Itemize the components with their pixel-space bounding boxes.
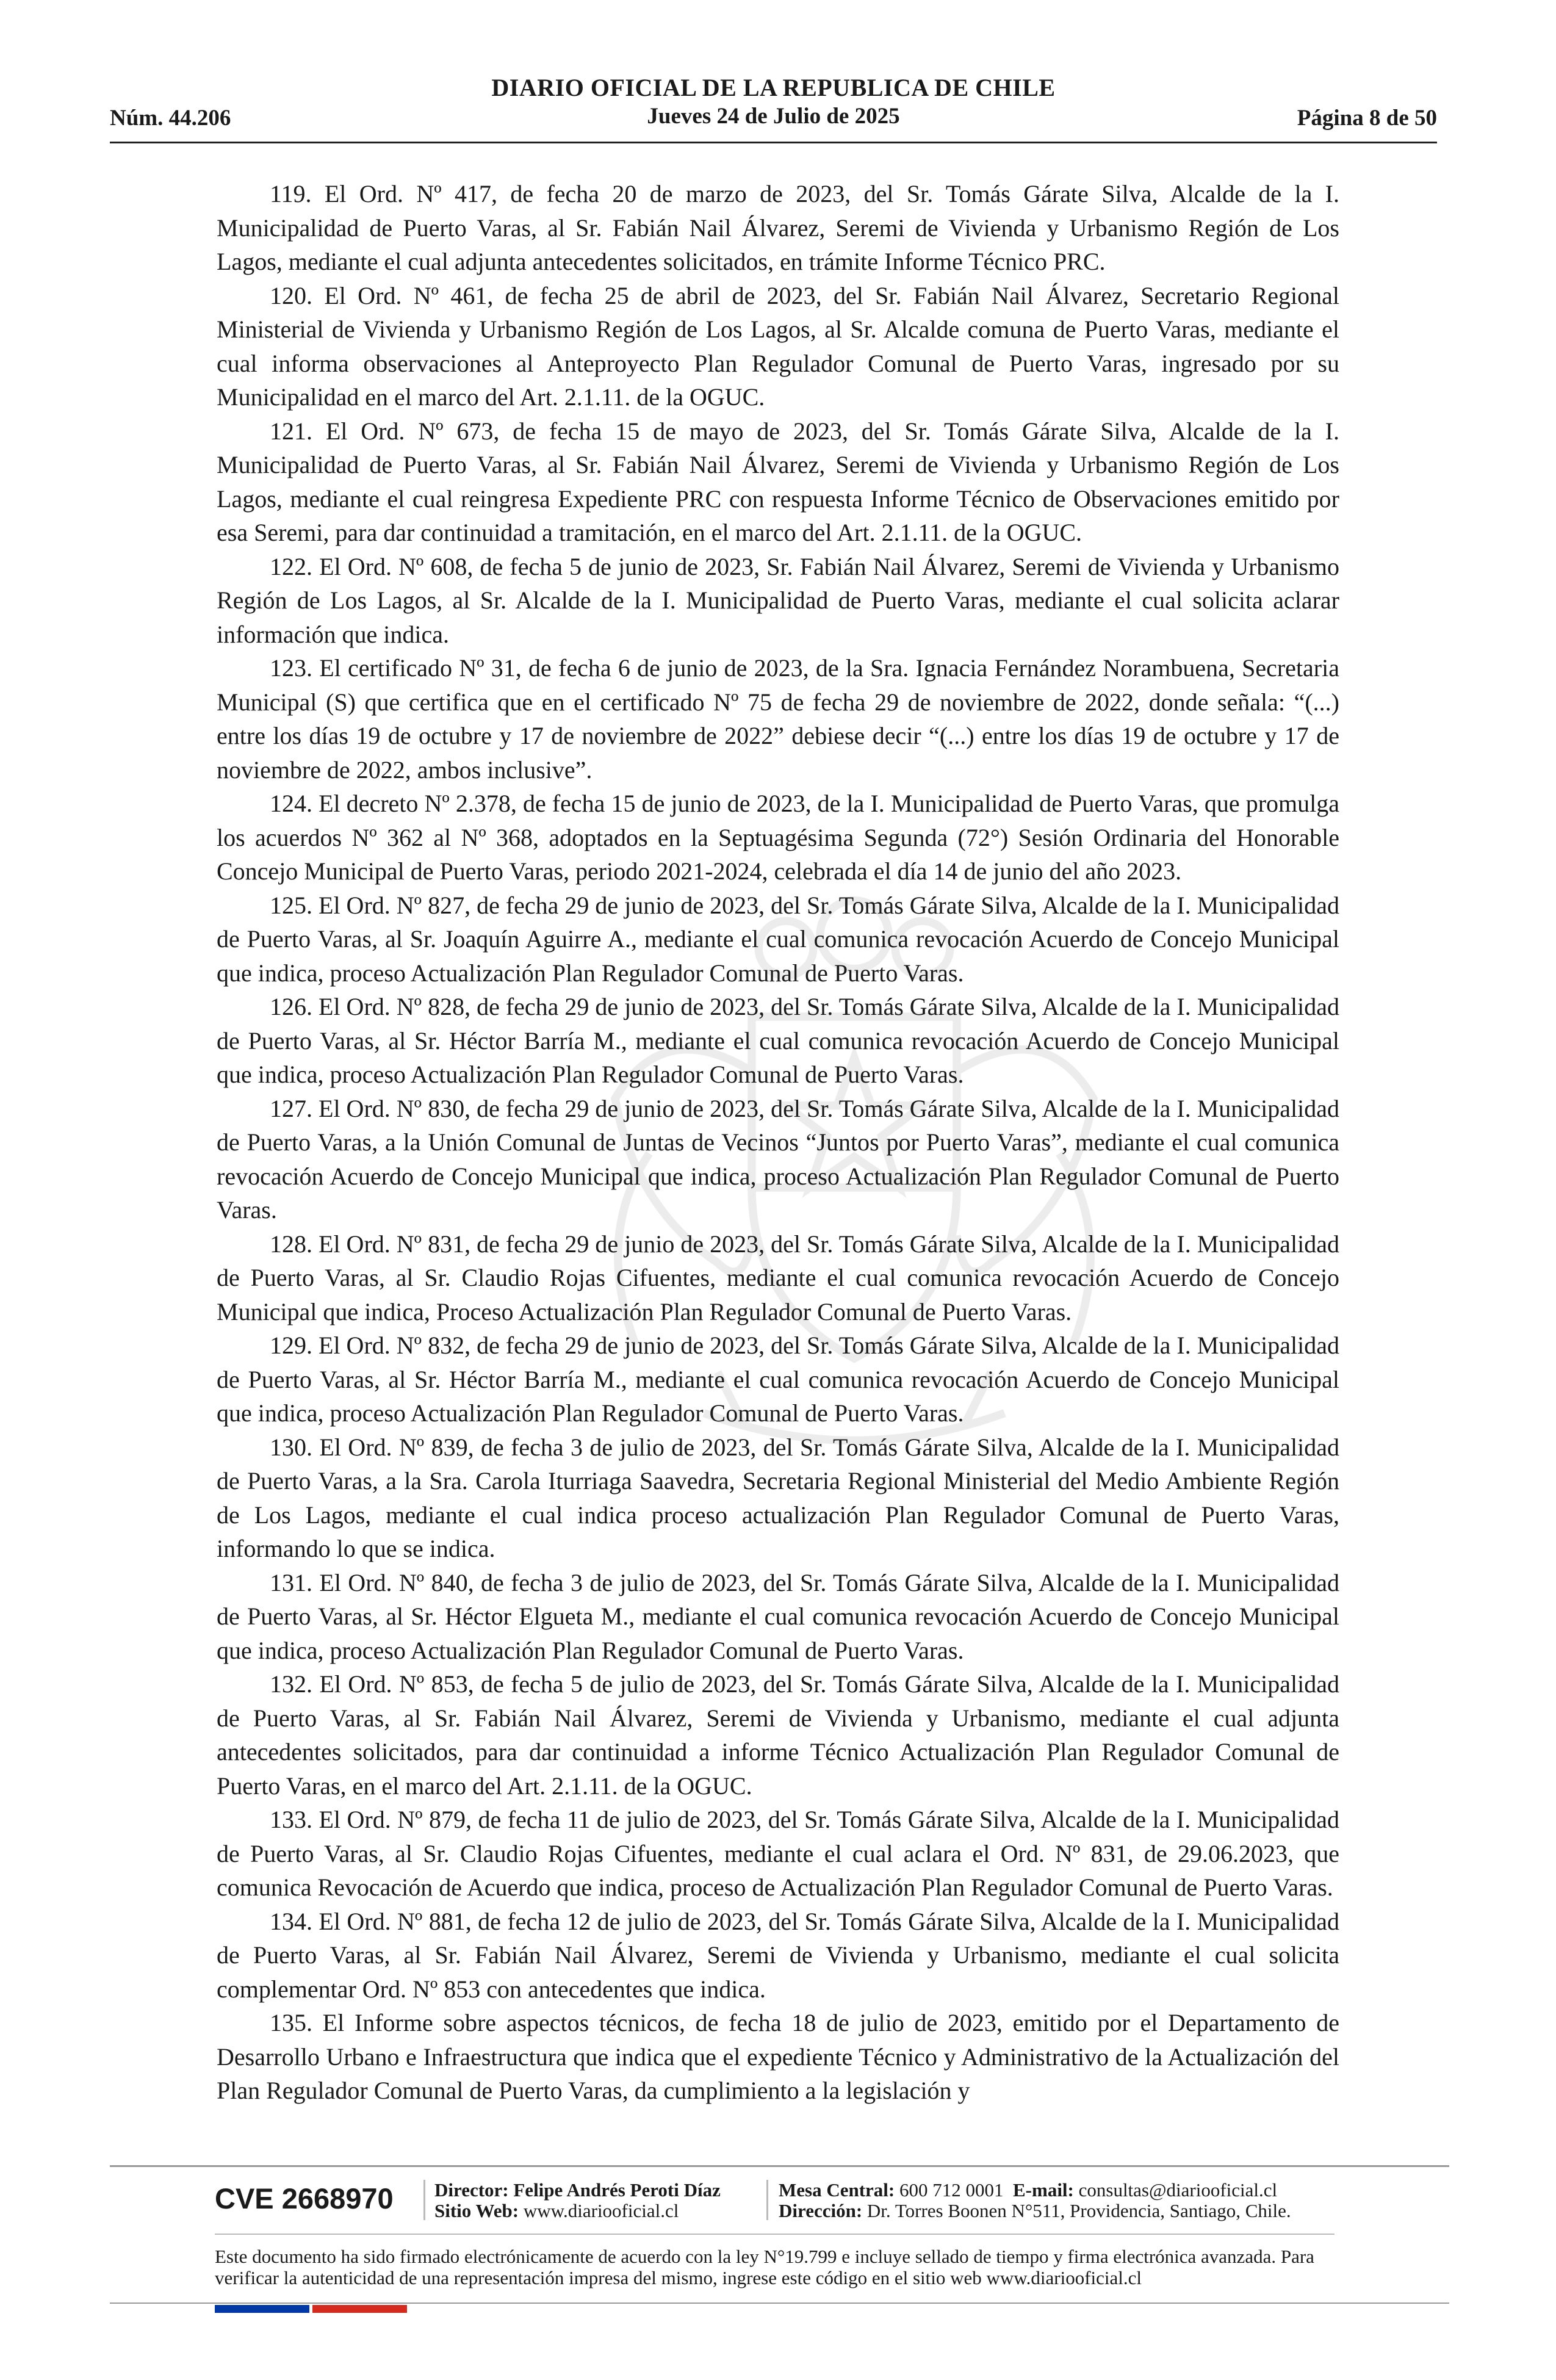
paragraph-119: 119. El Ord. Nº 417, de fecha 20 de marzo de 2023, del Sr. Tomás Gárate Silva, Alcalde de la I. Municipalidad de Puerto Varas, al Sr. Fabián Nail Álvarez, Seremi de Vivienda y Urbanismo Región de Los Lagos, mediante el cual adjunta antecedentes solicitados, en trámite Informe Técnico PRC.	[217, 180, 1339, 275]
paragraph-122: 122. El Ord. Nº 608, de fecha 5 de junio de 2023, Sr. Fabián Nail Álvarez, Seremi de Vivienda y Urbanismo Región de Los Lagos, al Sr. Alcalde de la I. Municipalidad de Puerto Varas, mediante el cual solicita aclarar información que indica.	[217, 552, 1339, 648]
page-number: Página 8 de 50	[1297, 106, 1437, 131]
paragraph-130: 130. El Ord. Nº 839, de fecha 3 de julio de 2023, del Sr. Tomás Gárate Silva, Alcalde de la I. Municipalidad de Puerto Varas, a la Sra. Carola Iturriaga Saavedra, Secretaria Regional Ministerial del Medio Ambiente Región de Los Lagos, mediante el cual indica proceso actualización Plan Regulador Comunal de Puerto Varas, informando lo que se indica.	[217, 1433, 1339, 1562]
document-body	[217, 177, 1339, 2108]
flag-stripe-blue	[215, 2305, 309, 2313]
email-link[interactable]: consultas@diariooficial.cl	[1078, 2179, 1278, 2201]
footer-inner-divider	[215, 2234, 1334, 2235]
footer-separator	[766, 2180, 768, 2220]
paragraph-127: 127. El Ord. Nº 830, de fecha 29 de junio de 2023, del Sr. Tomás Gárate Silva, Alcalde de la I. Municipalidad de Puerto Varas, a la Unión Comunal de Juntas de Vecinos “Juntos por Puerto Varas”, mediante el cual comunica revocación Acuerdo de Concejo Municipal que indica, proceso Actualización Plan Regulador Comunal de Puerto Varas.	[217, 1094, 1339, 1224]
header-center	[110, 73, 1437, 129]
footer-bottom-divider	[110, 2302, 1449, 2304]
header-divider	[110, 142, 1437, 143]
footer-contact-block	[779, 2180, 1291, 2221]
mesa-central-phone: 600 712 0001	[899, 2179, 1004, 2201]
footer-director-block	[434, 2180, 721, 2221]
paragraph-124: 124. El decreto Nº 2.378, de fecha 15 de junio de 2023, de la I. Municipalidad de Puerto Varas, que promulga los acuerdos Nº 362 al Nº 368, adoptados en la Septuagésima Segunda (72°) Sesión Ordinaria del Honorable Concejo Municipal de Puerto Varas, periodo 2021-2024, celebrada el día 14 de junio del año 2023.	[217, 790, 1339, 885]
paragraph-125: 125. El Ord. Nº 827, de fecha 29 de junio de 2023, del Sr. Tomás Gárate Silva, Alcalde de la I. Municipalidad de Puerto Varas, al Sr. Joaquín Aguirre A., mediante el cual comunica revocación Acuerdo de Concejo Municipal que indica, proceso Actualización Plan Regulador Comunal de Puerto Varas.	[217, 891, 1339, 987]
electronic-signature-note: Este documento ha sido firmado electrónicamente de acuerdo con la ley N°19.799 e incluye sellado de tiempo y firma electrónica avanzada. Para verificar la autenticidad de una representación impresa del mismo, ingrese este código en el sitio web www.diariooficial.cl	[215, 2246, 1314, 2288]
paragraph-121: 121. El Ord. Nº 673, de fecha 15 de mayo de 2023, del Sr. Tomás Gárate Silva, Alcalde de la I. Municipalidad de Puerto Varas, al Sr. Fabián Nail Álvarez, Seremi de Vivienda y Urbanismo Región de Los Lagos, mediante el cual reingresa Expediente PRC con respuesta Informe Técnico de Observaciones emitido por esa Seremi, para dar continuidad a tramitación, en el marco del Art. 2.1.11. de la OGUC.	[217, 417, 1339, 546]
paragraph-129: 129. El Ord. Nº 832, de fecha 29 de junio de 2023, del Sr. Tomás Gárate Silva, Alcalde de la I. Municipalidad de Puerto Varas, al Sr. Héctor Barría M., mediante el cual comunica revocación Acuerdo de Concejo Municipal que indica, proceso Actualización Plan Regulador Comunal de Puerto Varas.	[217, 1332, 1339, 1427]
paragraph-120: 120. El Ord. Nº 461, de fecha 25 de abril de 2023, del Sr. Fabián Nail Álvarez, Secretario Regional Ministerial de Vivienda y Urbanismo Región de Los Lagos, al Sr. Alcalde comuna de Puerto Varas, mediante el cual informa observaciones al Anteproyecto Plan Regulador Comunal de Puerto Varas, ingresado por su Municipalidad en el marco del Art. 2.1.11. de la OGUC.	[217, 281, 1339, 411]
director-name: Felipe Andrés Peroti Díaz	[513, 2179, 721, 2201]
cve-code-text: CVE 2668970	[215, 2182, 394, 2215]
cve-code	[215, 2177, 416, 2220]
email-label: E-mail:	[1013, 2179, 1074, 2201]
paragraph-123: 123. El certificado Nº 31, de fecha 6 de junio de 2023, de la Sra. Ignacia Fernández Norambuena, Secretaria Municipal (S) que certifica que en el certificado Nº 75 de fecha 29 de noviembre de 2022, donde señala: “(...) entre los días 19 de octubre y 17 de noviembre de 2022” debiese decir “(...) entre los días 19 de octubre y 17 de noviembre de 2022, ambos inclusive”.	[217, 654, 1339, 784]
paragraph-133: 133. El Ord. Nº 879, de fecha 11 de julio de 2023, del Sr. Tomás Gárate Silva, Alcalde de la I. Municipalidad de Puerto Varas, al Sr. Claudio Rojas Cifuentes, mediante el cual aclara el Ord. Nº 831, de 29.06.2023, que comunica Revocación de Acuerdo que indica, proceso de Actualización Plan Regulador Comunal de Puerto Varas.	[217, 1806, 1339, 1901]
address-label: Dirección:	[779, 2200, 863, 2221]
publication-date: Jueves 24 de Julio de 2025	[647, 104, 900, 129]
footer-separator	[423, 2180, 425, 2220]
publication-title: DIARIO OFICIAL DE LA REPUBLICA DE CHILE	[491, 74, 1056, 101]
website-label: Sitio Web:	[434, 2200, 519, 2221]
paragraph-128: 128. El Ord. Nº 831, de fecha 29 de junio de 2023, del Sr. Tomás Gárate Silva, Alcalde de la I. Municipalidad de Puerto Varas, al Sr. Claudio Rojas Cifuentes, mediante el cual comunica revocación Acuerdo de Concejo Municipal que indica, Proceso Actualización Plan Regulador Comunal de Puerto Varas.	[217, 1230, 1339, 1325]
issue-number: Núm. 44.206	[110, 106, 231, 131]
flag-stripe-red	[312, 2305, 407, 2313]
website-link[interactable]: www.diariooficial.cl	[523, 2200, 679, 2221]
page-header	[110, 73, 1437, 140]
footer-divider	[110, 2165, 1449, 2167]
mesa-central-label: Mesa Central:	[779, 2179, 895, 2201]
paragraph-134: 134. El Ord. Nº 881, de fecha 12 de julio de 2023, del Sr. Tomás Gárate Silva, Alcalde de la I. Municipalidad de Puerto Varas, al Sr. Fabián Nail Álvarez, Seremi de Vivienda y Urbanismo, mediante el cual solicita complementar Ord. Nº 853 con antecedentes que indica.	[217, 1907, 1339, 2003]
paragraph-126: 126. El Ord. Nº 828, de fecha 29 de junio de 2023, del Sr. Tomás Gárate Silva, Alcalde de la I. Municipalidad de Puerto Varas, al Sr. Héctor Barría M., mediante el cual comunica revocación Acuerdo de Concejo Municipal que indica, proceso Actualización Plan Regulador Comunal de Puerto Varas.	[217, 993, 1339, 1088]
paragraph-132: 132. El Ord. Nº 853, de fecha 5 de julio de 2023, del Sr. Tomás Gárate Silva, Alcalde de la I. Municipalidad de Puerto Varas, al Sr. Fabián Nail Álvarez, Seremi de Vivienda y Urbanismo, mediante el cual adjunta antecedentes solicitados, para dar continuidad a informe Técnico Actualización Plan Regulador Comunal de Puerto Varas, en el marco del Art. 2.1.11. de la OGUC.	[217, 1670, 1339, 1800]
paragraph-131: 131. El Ord. Nº 840, de fecha 3 de julio de 2023, del Sr. Tomás Gárate Silva, Alcalde de la I. Municipalidad de Puerto Varas, al Sr. Héctor Elgueta M., mediante el cual comunica revocación Acuerdo de Concejo Municipal que indica, proceso Actualización Plan Regulador Comunal de Puerto Varas.	[217, 1568, 1339, 1664]
address-value: Dr. Torres Boonen N°511, Providencia, Santiago, Chile.	[866, 2200, 1291, 2221]
paragraph-135: 135. El Informe sobre aspectos técnicos, de fecha 18 de julio de 2023, emitido por el Departamento de Desarrollo Urbano e Infraestructura que indica que el expediente Técnico y Administrativo de la Actualización del Plan Regulador Comunal de Puerto Varas, da cumplimiento a la legislación y	[217, 2009, 1339, 2104]
director-label: Director:	[434, 2179, 509, 2201]
